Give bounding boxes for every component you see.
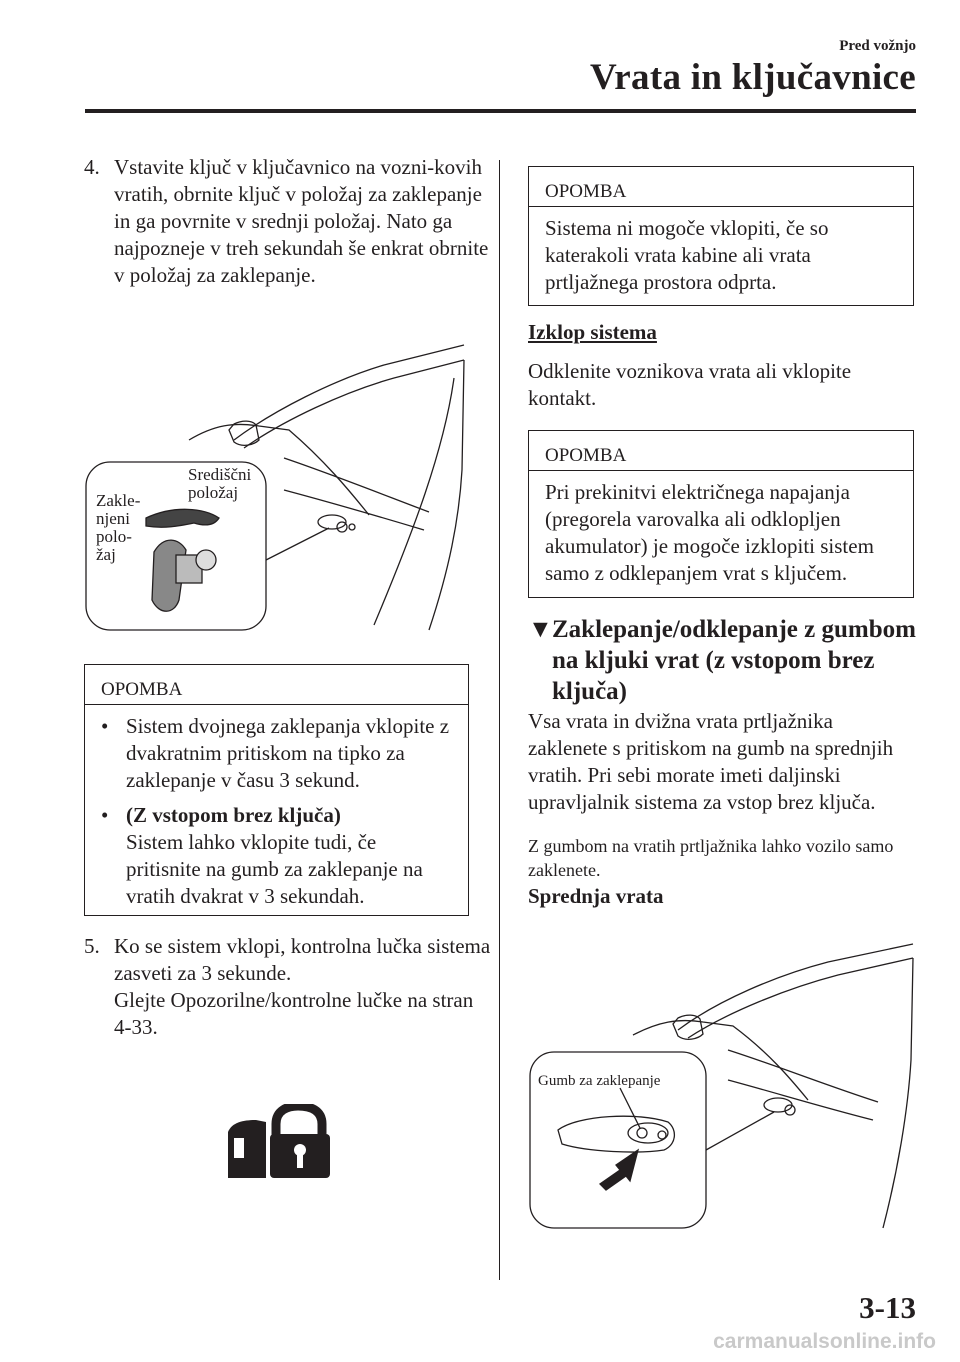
label-line: Središčni [188, 465, 252, 484]
step-text: Vstavite ključ v ključavnico na vozni-kovih vratih, obrnite ključ v položaj za zaklepanje in ga povrnite v srednji položaj. Nato ga najpozneje v treh sekundah še enkrat obrnite v položaj za zaklepanje. [114, 155, 489, 287]
paragraph-small: Z gumbom na vratih prtljažnika lahko vozilo samo zaklenete. [528, 836, 894, 880]
note-bullet [101, 802, 456, 910]
lock-indicator-icon [226, 1104, 332, 1180]
door-key-illustration [84, 330, 474, 635]
note-body: Sistema ni mogoče vklopiti, če so katerakoli vrata kabine ali vrata prtljažnega prostora odprta. [545, 216, 829, 294]
subheading-disable-system: Izklop sistema [528, 320, 657, 344]
subheading-front-doors: Sprednja vrata [528, 884, 664, 908]
label-line: žaj [96, 545, 116, 564]
heading-marker-icon: ▼ [528, 616, 553, 643]
step-5 [84, 933, 491, 1043]
step-4 [84, 154, 489, 324]
watermark: carmanualsonline.info [713, 1330, 936, 1353]
door-button-figure [528, 940, 918, 1230]
step-number: 4. [84, 155, 100, 179]
bullet-mark: • [101, 803, 109, 827]
page-title: Vrata in ključavnice [590, 57, 916, 98]
step-text [114, 933, 494, 1041]
step-sentence: Ko se sistem vklopi, kontrolna lučka sistema zasveti za 3 sekunde. [114, 934, 491, 985]
note-body [85, 705, 468, 928]
bullet-text: Sistem dvojnega zaklepanja vklopite z dvakratnim pritiskom na tipko za zaklepanje v času 3 sekund. [126, 714, 450, 792]
label-locked-position [96, 492, 140, 564]
page-number: 3-13 [859, 1290, 916, 1325]
bullet-mark: • [101, 714, 109, 738]
note-heading: OPOMBA [529, 167, 913, 207]
column-divider [499, 160, 500, 1280]
paragraph: Vsa vrata in dvižna vrata prtljažnika zaklenete s pritiskom na gumb na sprednjih vratih. Pri sebi morate imeti daljinski upravljalnik sistema za vstop brez ključa. [528, 709, 894, 814]
note-heading: OPOMBA [85, 665, 468, 705]
label-line: njeni [96, 509, 130, 528]
header-rule [85, 109, 916, 113]
bullet-text: Sistem lahko vklopite tudi, če pritisnite na gumb za zaklepanje na vratih dvakrat v 3 sekundah. [126, 830, 423, 908]
note-box [84, 664, 469, 916]
label-line: Zakle- [96, 491, 141, 510]
section-heading [528, 614, 918, 707]
step-reference: Glejte Opozorilne/kontrolne lučke na stran 4-33. [114, 988, 474, 1039]
label-line: polo- [96, 527, 132, 546]
note-body: Pri prekinitvi električnega napajanja (pregorela varovalka ali odklopljen akumulator) je mogoče izklopiti sistem samo z odklepanjem vrat s ključem. [545, 480, 874, 585]
label-center-position [188, 466, 251, 502]
heading-text: Zaklepanje/odklepanje z gumbom na kljuki vrat (z vstopom brez ključa) [552, 616, 916, 705]
label-line: položaj [188, 483, 239, 502]
step-number: 5. [84, 934, 100, 958]
note-bullet [101, 713, 456, 794]
note-box [528, 430, 914, 598]
paragraph: Odklenite voznikova vrata ali vklopite kontakt. [528, 359, 852, 410]
section-label: Pred vožnjo [839, 38, 916, 54]
label-lock-button: Gumb za zaklepanje [538, 1073, 661, 1089]
door-key-figure [84, 330, 474, 635]
note-box [528, 166, 914, 306]
note-heading: OPOMBA [529, 431, 913, 471]
bullet-title: (Z vstopom brez ključa) [126, 803, 341, 827]
